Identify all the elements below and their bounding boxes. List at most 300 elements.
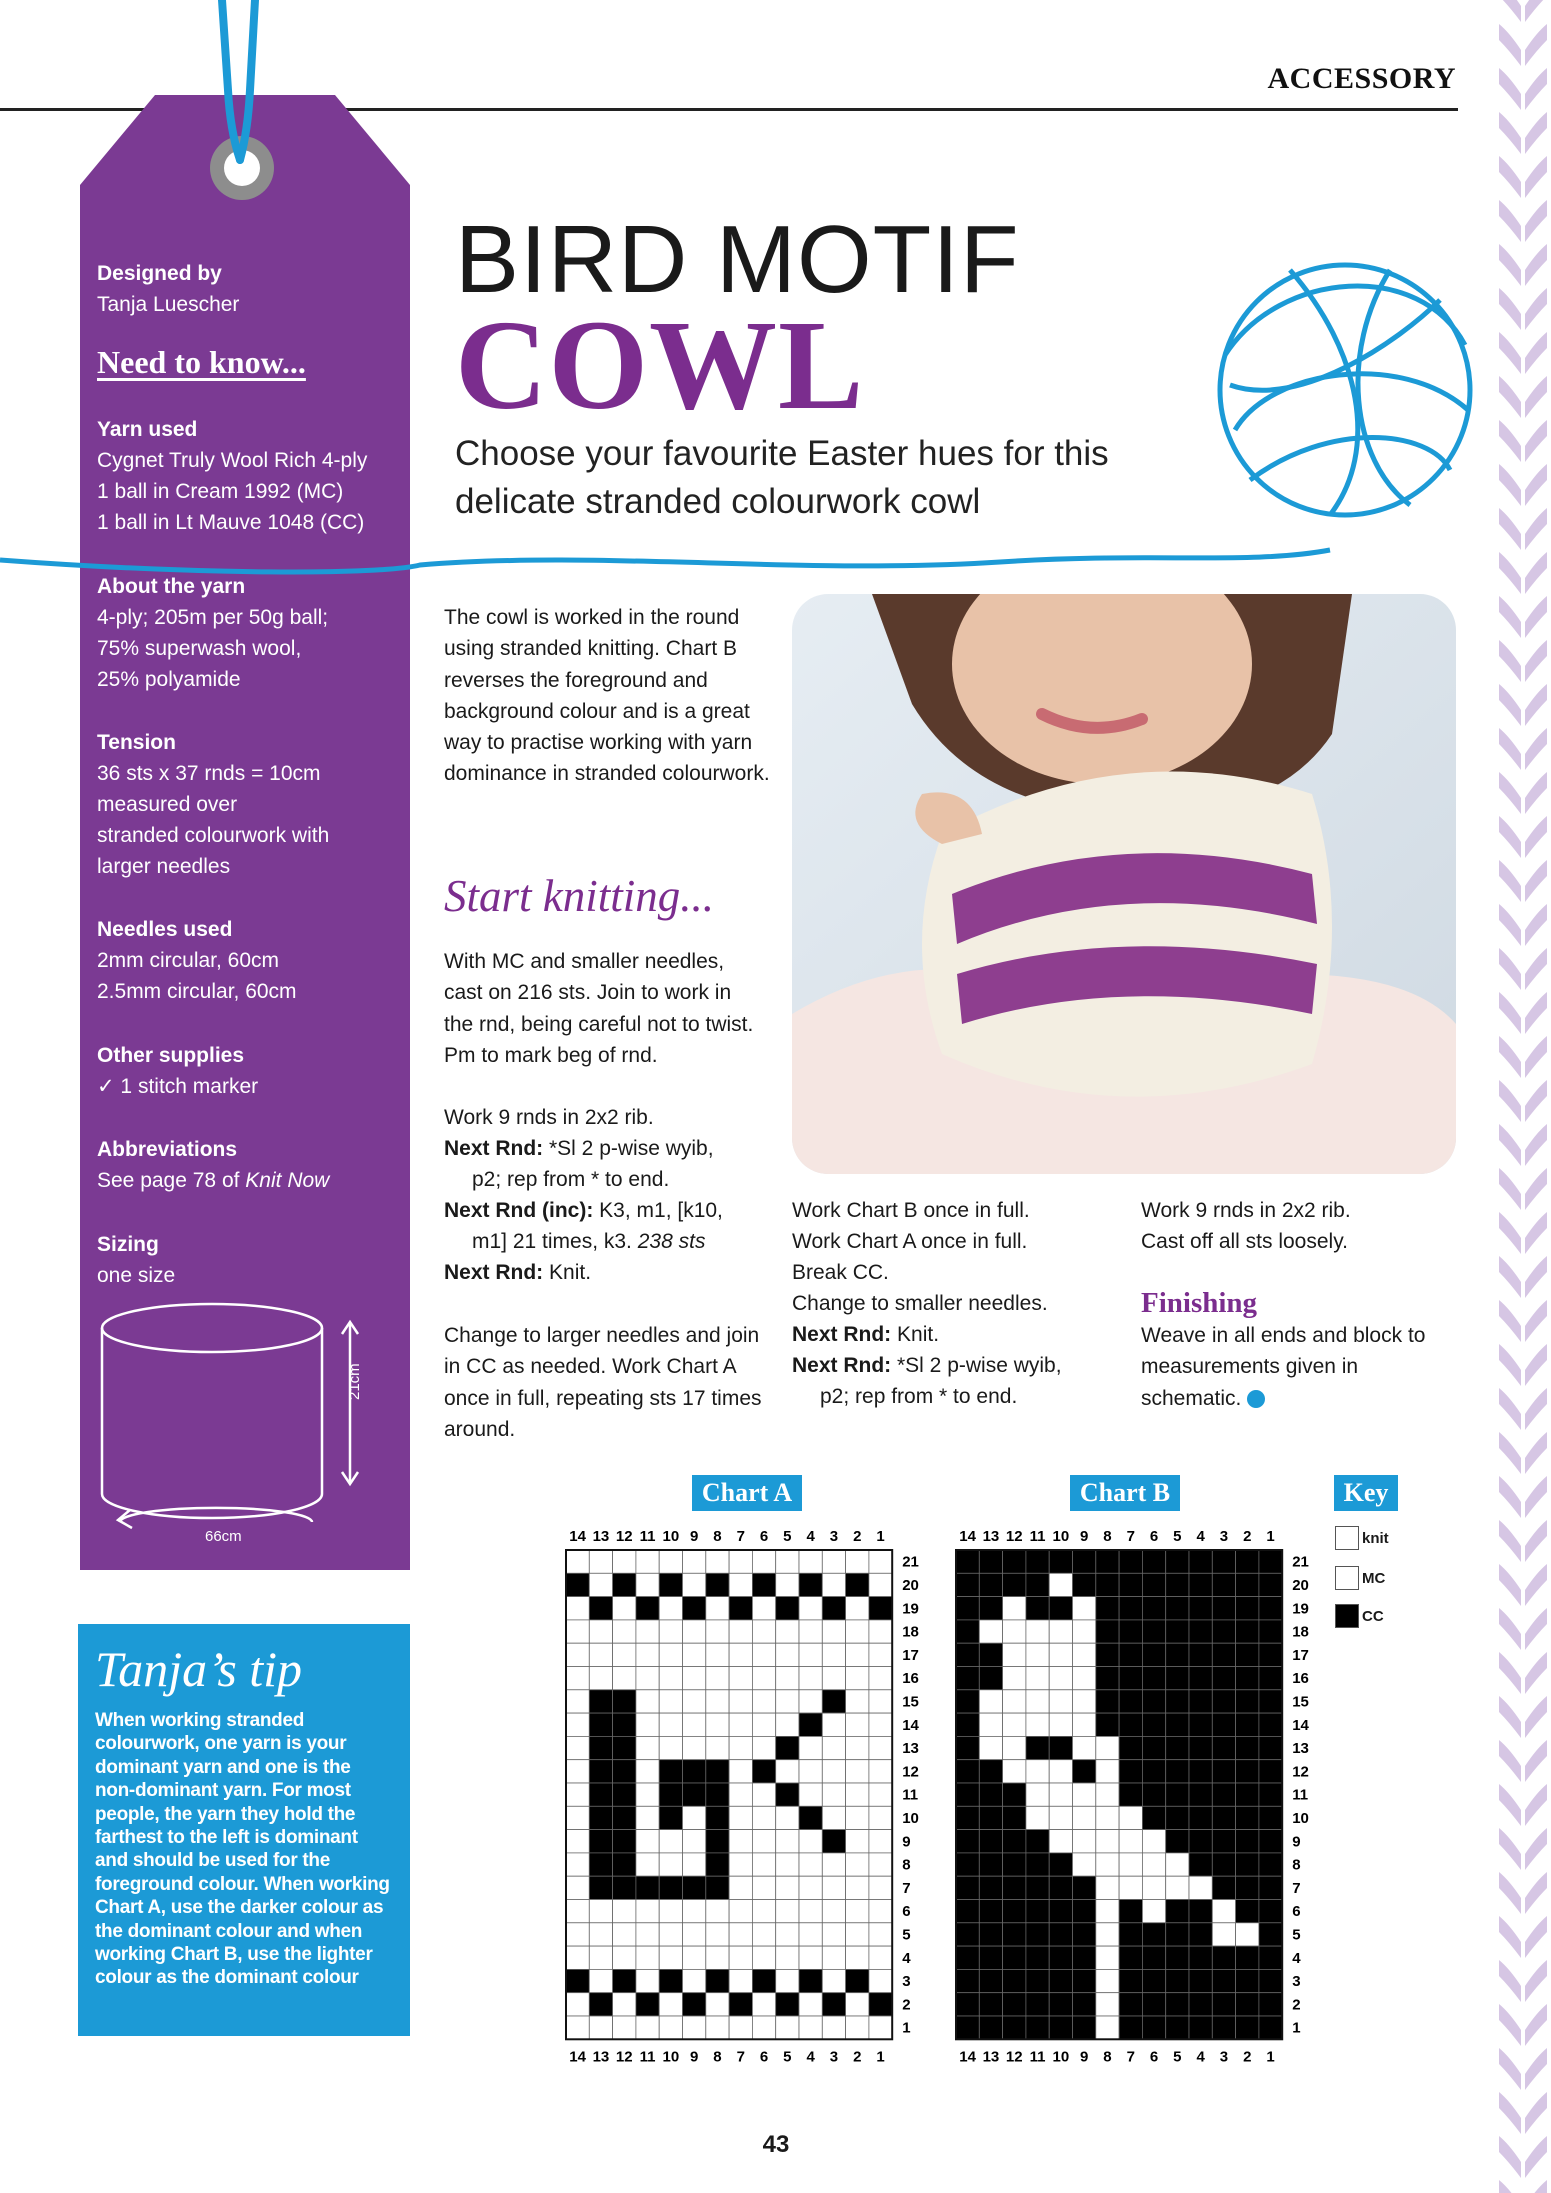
chart-a-cell (799, 1667, 822, 1690)
chart-a-cell (869, 1550, 892, 1573)
chart-b-cell (1142, 1690, 1165, 1713)
chart-b-cell (979, 1713, 1002, 1736)
chart-a-cell (752, 1643, 775, 1666)
chart-b-cell (1073, 1620, 1096, 1643)
chart-b-cell (1142, 1830, 1165, 1853)
title-line1: BIRD MOTIF (455, 206, 1020, 313)
chart-b-cell (979, 2016, 1002, 2039)
chart-a-column-number: 12 (615, 2048, 633, 2066)
chart-b-cell (956, 1573, 979, 1596)
chart-a-column-number: 13 (592, 1528, 610, 1545)
key-badge: Key (1334, 1475, 1398, 1511)
chart-a-cell (613, 1900, 636, 1923)
chart-a-cell (636, 1853, 659, 1876)
chart-a-cell (683, 1969, 706, 1992)
chart-a-cell (683, 1993, 706, 2016)
yarn-used-heading: Yarn used (97, 418, 198, 441)
chart-a-cell (659, 1900, 682, 1923)
chart-b-cell (1236, 1969, 1259, 1992)
chart-b-cell (1026, 1736, 1049, 1759)
chart-a-cell (706, 1853, 729, 1876)
chart-a-cell (706, 2016, 729, 2039)
chart-a-cell (752, 1946, 775, 1969)
chart-a-column-number: 7 (736, 1528, 745, 1545)
chart-b-cell (956, 1667, 979, 1690)
chart-b-cell (1142, 1597, 1165, 1620)
chart-a-cell (752, 1620, 775, 1643)
need-to-know-heading: Need to know... (97, 344, 306, 380)
chart-b-cell (1212, 1690, 1235, 1713)
chart-a-cell (869, 1993, 892, 2016)
chart-a-cell (613, 1736, 636, 1759)
chart-b-cell (956, 1853, 979, 1876)
chart-b-cell (1026, 1900, 1049, 1923)
chart-b-cell (1166, 1993, 1189, 2016)
chart-a-cell (613, 1806, 636, 1829)
chart-a-cell (589, 1690, 612, 1713)
subtitle: Choose your favourite Easter hues for this delicate stranded colourwork cowl (455, 434, 1109, 521)
chart-b-cell (956, 1713, 979, 1736)
chart-b-cell (1189, 1597, 1212, 1620)
chart-a-cell (822, 1853, 845, 1876)
chart-a-cell (683, 1876, 706, 1899)
chart-a-cell (799, 1620, 822, 1643)
chart-a-cell (589, 1923, 612, 1946)
next-rnd-inc: Next Rnd (inc): K3, m1, [k10, (444, 1199, 723, 1222)
tension-line: measured over (97, 793, 238, 816)
chart-b-cell (1003, 1923, 1026, 1946)
chart-b-cell (1259, 1853, 1282, 1876)
chart-b-cell (1026, 1643, 1049, 1666)
chart-a-cell (613, 1667, 636, 1690)
chart-a-cell (589, 1876, 612, 1899)
chart-a-cell (869, 1643, 892, 1666)
chart-b-cell (1119, 1830, 1142, 1853)
chart-a-cell (869, 1876, 892, 1899)
other-supplies-heading: Other supplies (97, 1044, 245, 1067)
chart-a-column-number: 6 (759, 1528, 769, 1545)
chart-a-column-number: 11 (639, 2048, 656, 2066)
chart-a-cell (846, 1900, 869, 1923)
col2-next-rnd: Next Rnd: Knit. (792, 1323, 940, 1346)
chart-b-cell (1142, 1573, 1165, 1596)
chart-a-cell (869, 1760, 892, 1783)
chart-a-cell (729, 1620, 752, 1643)
chart-b-cell (979, 1900, 1002, 1923)
chart-a-cell (613, 1923, 636, 1946)
chart-a-column-number: 12 (615, 1528, 633, 1545)
chart-a-cell (822, 1667, 845, 1690)
chart-b-cell (1096, 2016, 1119, 2039)
chart-b-cell (1236, 1830, 1259, 1853)
chart-b-cell (1119, 1806, 1142, 1829)
chart-b-cell (1073, 1853, 1096, 1876)
title-line2: COWL (455, 294, 865, 436)
chart-a-cell (613, 2016, 636, 2039)
tension-line: stranded colourwork with (97, 824, 330, 847)
chart-b-cell (1119, 1923, 1142, 1946)
chart-a-cell (613, 1620, 636, 1643)
chart-a-row-number: 3 (902, 1973, 911, 1991)
chart-b-cell (979, 1876, 1002, 1899)
chart-b-cell (979, 1760, 1002, 1783)
chart-a-cell (799, 1806, 822, 1829)
chart-a-column-number: 3 (829, 1528, 839, 1545)
chart-b-cell (979, 1620, 1002, 1643)
chart-b-cell (1142, 1736, 1165, 1759)
chart-a-cell (659, 1736, 682, 1759)
chart-b-cell (1236, 1550, 1259, 1573)
chart-a-cell (636, 2016, 659, 2039)
chart-b-cell (1096, 1760, 1119, 1783)
chart-b-cell (1026, 1876, 1049, 1899)
chart-a-cell (729, 1830, 752, 1853)
chart-b-cell (1142, 1993, 1165, 2016)
chart-b-cell (1166, 1643, 1189, 1666)
chart-b-cell (956, 1690, 979, 1713)
chart-a-badge: Chart A (692, 1475, 802, 1511)
chart-a-cell (566, 2016, 589, 2039)
chart-a-cell (706, 1713, 729, 1736)
chart-b-cell (1236, 1736, 1259, 1759)
chart-a-column-number: 10 (662, 2048, 680, 2066)
chart-b-cell (1049, 1853, 1072, 1876)
chart-b-cell (1119, 1573, 1142, 1596)
chart-b-cell (1142, 1806, 1165, 1829)
chart-a-row-number: 19 (902, 1600, 919, 1618)
chart-b-cell (1026, 1760, 1049, 1783)
chart-b-cell (1142, 1923, 1165, 1946)
chart-a-cell (869, 1783, 892, 1806)
chart-b-cell (1189, 1783, 1212, 1806)
chart-b-cell (1259, 1620, 1282, 1643)
chart-b-column-number: 12 (1005, 1528, 1023, 1545)
chart-a-cell (659, 1573, 682, 1596)
chart-a-cell (846, 1597, 869, 1620)
chart-b-cell (1049, 1597, 1072, 1620)
chart-b-cell (1096, 1643, 1119, 1666)
chart-b-cell (1212, 1760, 1235, 1783)
chart-b-column-number: 8 (1103, 2048, 1112, 2066)
chart-b-cell (1049, 1620, 1072, 1643)
chart-a-cell (589, 1946, 612, 1969)
chart-a-cell (659, 1550, 682, 1573)
chart-b-cell (956, 1550, 979, 1573)
chart-a-cell (776, 2016, 799, 2039)
chart-b-row-number: 8 (1292, 1856, 1301, 1874)
chart-a-cell (636, 1736, 659, 1759)
chart-b-cell (1166, 1573, 1189, 1596)
chart-b-cell (1166, 1806, 1189, 1829)
chart-a-cell (822, 1969, 845, 1992)
chart-b-row-number: 18 (1292, 1623, 1309, 1641)
section-label: ACCESSORY (1267, 62, 1456, 95)
chart-b-cell (1212, 1876, 1235, 1899)
chart-b-cell (1166, 2016, 1189, 2039)
chart-a-cell (589, 1713, 612, 1736)
chart-a-cell (589, 1969, 612, 1992)
chart-a-cell (799, 1690, 822, 1713)
chart-b-column-number: 4 (1196, 1528, 1205, 1545)
chart-b-cell (956, 1760, 979, 1783)
chart-a-cell (776, 1760, 799, 1783)
chart-a-cell (776, 1900, 799, 1923)
chart-b-cell (1236, 1993, 1259, 2016)
chart-b-cell (1259, 1830, 1282, 1853)
chart-a-cell (566, 1643, 589, 1666)
chart-b-cell (1236, 1620, 1259, 1643)
chart-b-cell (979, 1783, 1002, 1806)
chart-a-cell (683, 1923, 706, 1946)
chart-a-cell (613, 1760, 636, 1783)
chart-a-column-number: 1 (876, 1528, 885, 1545)
chart-a-cell (683, 1830, 706, 1853)
chart-b-cell (1003, 1736, 1026, 1759)
chart-b-cell (1119, 1876, 1142, 1899)
chart-a-row-number: 5 (902, 1926, 911, 1944)
chart-a-cell (613, 1713, 636, 1736)
chart-b-cell (1166, 1713, 1189, 1736)
chart-b-cell (1003, 1620, 1026, 1643)
chart-b-cell (1142, 1946, 1165, 1969)
chart-b-cell (1049, 1923, 1072, 1946)
chart-b-cell (1236, 2016, 1259, 2039)
chart-b-cell (1096, 1830, 1119, 1853)
chart-a-cell (659, 1923, 682, 1946)
chart-a-cell (636, 1620, 659, 1643)
chart-b-cell (1119, 1736, 1142, 1759)
chart-a-cell (589, 1667, 612, 1690)
chart-b-column-number: 1 (1266, 1528, 1275, 1545)
needles-line: 2.5mm circular, 60cm (97, 980, 297, 1003)
chart-b-cell (1236, 1806, 1259, 1829)
chart-b-cell (956, 1806, 979, 1829)
chart-b-column-number: 7 (1126, 1528, 1135, 1545)
chart-a-cell (799, 1830, 822, 1853)
chart-b-column-number: 11 (1029, 2048, 1046, 2066)
chart-b-cell (1049, 1690, 1072, 1713)
chart-b-cell (1142, 1876, 1165, 1899)
chart-a-cell (846, 1969, 869, 1992)
chart-b-cell (1166, 1736, 1189, 1759)
chart-a-cell (636, 1876, 659, 1899)
chart-b-cell (956, 1620, 979, 1643)
chart-a-cell (589, 1550, 612, 1573)
chart-a-cell (729, 1736, 752, 1759)
about-yarn-line: 25% polyamide (97, 668, 241, 691)
key-swatch-mc (1335, 1566, 1359, 1590)
chart-b-cell (1259, 2016, 1282, 2039)
chart-a-column-number: 10 (662, 1528, 680, 1545)
chart-a-cell (822, 1620, 845, 1643)
needles-heading: Needles used (97, 918, 233, 941)
chart-b-cell (1049, 1667, 1072, 1690)
chart-b-cell (1003, 1993, 1026, 2016)
chart-a-cell (566, 1830, 589, 1853)
cowl-photo (792, 594, 1456, 1174)
chart-b-cell (1096, 1736, 1119, 1759)
next-rnd-1: Next Rnd: *Sl 2 p-wise wyib, (444, 1137, 714, 1160)
chart-a-cell (846, 2016, 869, 2039)
chart-b-cell (1003, 1876, 1026, 1899)
key-label-mc: MC (1362, 1570, 1386, 1587)
chart-a-cell (683, 1736, 706, 1759)
chart-b-cell (1073, 1946, 1096, 1969)
chart-b-row-number: 2 (1292, 1996, 1301, 2014)
chart-a-cell (729, 1550, 752, 1573)
chart-a-cell (566, 1713, 589, 1736)
chart-a-cell (683, 1806, 706, 1829)
chart-b-cell (1259, 1643, 1282, 1666)
chart-a-cell (822, 1550, 845, 1573)
chart-b-column-number: 5 (1173, 2048, 1182, 2066)
chart-b-cell (1259, 1876, 1282, 1899)
chart-a-cell (869, 1923, 892, 1946)
about-yarn-line: 75% superwash wool, (97, 637, 302, 660)
chart-b-cell (1119, 1643, 1142, 1666)
chart-a-cell (752, 1713, 775, 1736)
chart-a-cell (683, 1667, 706, 1690)
chart-a-cell (589, 1573, 612, 1596)
chart-b-cell (1189, 1667, 1212, 1690)
chart-b-cell (1096, 1969, 1119, 1992)
chart-a-row-number: 18 (902, 1623, 919, 1641)
chart-b-column-number: 3 (1219, 2048, 1229, 2066)
chart-b-cell (1073, 1573, 1096, 1596)
chart-b-cell (1189, 1760, 1212, 1783)
chart-a-cell (636, 1993, 659, 2016)
chart-a-cell (869, 1597, 892, 1620)
next-rnd-inc-cont: m1] 21 times, k3. 238 sts (472, 1230, 706, 1253)
chart-b-cell (1189, 1550, 1212, 1573)
chart-b-cell (1073, 1783, 1096, 1806)
chart-b-cell (1259, 1736, 1282, 1759)
chart-a-cell (706, 1736, 729, 1759)
chart-a-cell (659, 1760, 682, 1783)
about-yarn-line: 4-ply; 205m per 50g ball; (97, 606, 329, 629)
chart-b-cell (956, 1900, 979, 1923)
chart-b-cell (1073, 1643, 1096, 1666)
chart-b-cell (1096, 1900, 1119, 1923)
chart-b-cell (1166, 1876, 1189, 1899)
chart-b-cell (1166, 1783, 1189, 1806)
chart-b-cell (1189, 1643, 1212, 1666)
chart-b-cell (1073, 1923, 1096, 1946)
chart-a-column-number: 5 (783, 1528, 792, 1545)
chart-b-cell (1236, 1667, 1259, 1690)
chart-b-cell (1236, 1597, 1259, 1620)
chart-b-cell (1259, 1667, 1282, 1690)
chart-b-cell (1003, 1713, 1026, 1736)
chart-a-cell (822, 1690, 845, 1713)
chart-a-cell (776, 1620, 799, 1643)
chart-a-cell (729, 1597, 752, 1620)
chart-b-cell (1166, 1923, 1189, 1946)
chart-b-cell (1096, 1853, 1119, 1876)
chart-a-cell (822, 1830, 845, 1853)
chart-b-cell (1003, 1806, 1026, 1829)
chart-b-row-number: 14 (1292, 1716, 1309, 1734)
chart-b-cell (1026, 1597, 1049, 1620)
chart-b-cell (1189, 1853, 1212, 1876)
chart-a-cell (752, 1667, 775, 1690)
chart-b-cell (979, 1830, 1002, 1853)
chart-a-cell (869, 1690, 892, 1713)
chart-b-cell (1189, 1713, 1212, 1736)
sizing-heading: Sizing (97, 1233, 159, 1256)
chart-a-cell (706, 1969, 729, 1992)
chart-a-cell (683, 2016, 706, 2039)
chart-b-cell (1049, 1900, 1072, 1923)
chart-a-cell (659, 2016, 682, 2039)
chart-a-cell (683, 1783, 706, 1806)
chart-a-cell (683, 1713, 706, 1736)
chart-b-cell (1166, 1690, 1189, 1713)
chart-a-column-number: 6 (759, 2048, 769, 2066)
chart-b-cell (1073, 1690, 1096, 1713)
chart-a-cell (636, 1830, 659, 1853)
chart-b-row-number: 17 (1292, 1646, 1309, 1664)
chart-b-cell (1142, 1713, 1165, 1736)
chart-a-column-number: 2 (853, 1528, 862, 1545)
chart-a-cell (846, 1573, 869, 1596)
yarn-used-line: 1 ball in Cream 1992 (MC) (97, 480, 344, 503)
chart-a-cell (846, 1993, 869, 2016)
chart-a-cell (566, 1620, 589, 1643)
chart-b-cell (1259, 1597, 1282, 1620)
chart-a-cell (822, 1900, 845, 1923)
chart-b-column-number: 9 (1079, 2048, 1089, 2066)
key-swatch-knit (1335, 1526, 1359, 1550)
cast-on-paragraph: With MC and smaller needles, cast on 216 sts. Join to work in the rnd, being careful not to twist. Pm to mark beg of rnd. (444, 950, 754, 1067)
about-yarn-heading: About the yarn (97, 575, 246, 598)
chart-b-cell (1259, 1969, 1282, 1992)
chart-a-cell (659, 1783, 682, 1806)
chart-a-cell (752, 1597, 775, 1620)
chart-b-cell (1026, 2016, 1049, 2039)
chart-a-cell (636, 1667, 659, 1690)
chart-b-cell (1026, 1806, 1049, 1829)
chart-b-cell (1049, 1760, 1072, 1783)
chart-b-column-number: 6 (1149, 2048, 1159, 2066)
chart-a-row-number: 13 (902, 1740, 919, 1758)
finishing-text: Weave in all ends and block to measurements given in schematic. (1141, 1324, 1426, 1410)
chart-a-cell (613, 1946, 636, 1969)
chart-b-cell (1212, 1923, 1235, 1946)
chart-a-cell (566, 1876, 589, 1899)
chart-a-cell (752, 1550, 775, 1573)
chart-b-cell (1096, 1620, 1119, 1643)
chart-b-cell (1026, 1620, 1049, 1643)
chart-b-cell (1189, 1736, 1212, 1759)
chart-a-cell (822, 1923, 845, 1946)
chart-b-cell (979, 1690, 1002, 1713)
chart-a-cell (683, 1597, 706, 1620)
chart-a-cell (822, 1713, 845, 1736)
chart-b-column-number: 12 (1005, 2048, 1023, 2066)
chart-a-cell (869, 1620, 892, 1643)
chart-a-cell (706, 1760, 729, 1783)
chart-b-cell (1259, 1900, 1282, 1923)
chart-a-cell (776, 1643, 799, 1666)
yarn-used-line: 1 ball in Lt Mauve 1048 (CC) (97, 511, 365, 534)
chart-a-column-number: 3 (829, 2048, 839, 2066)
rib-instruction: Work 9 rnds in 2x2 rib. (444, 1106, 654, 1129)
chart-a-cell (822, 1597, 845, 1620)
chart-a-cell (566, 1993, 589, 2016)
chart-b-cell (1026, 1783, 1049, 1806)
chart-b-cell (1049, 2016, 1072, 2039)
